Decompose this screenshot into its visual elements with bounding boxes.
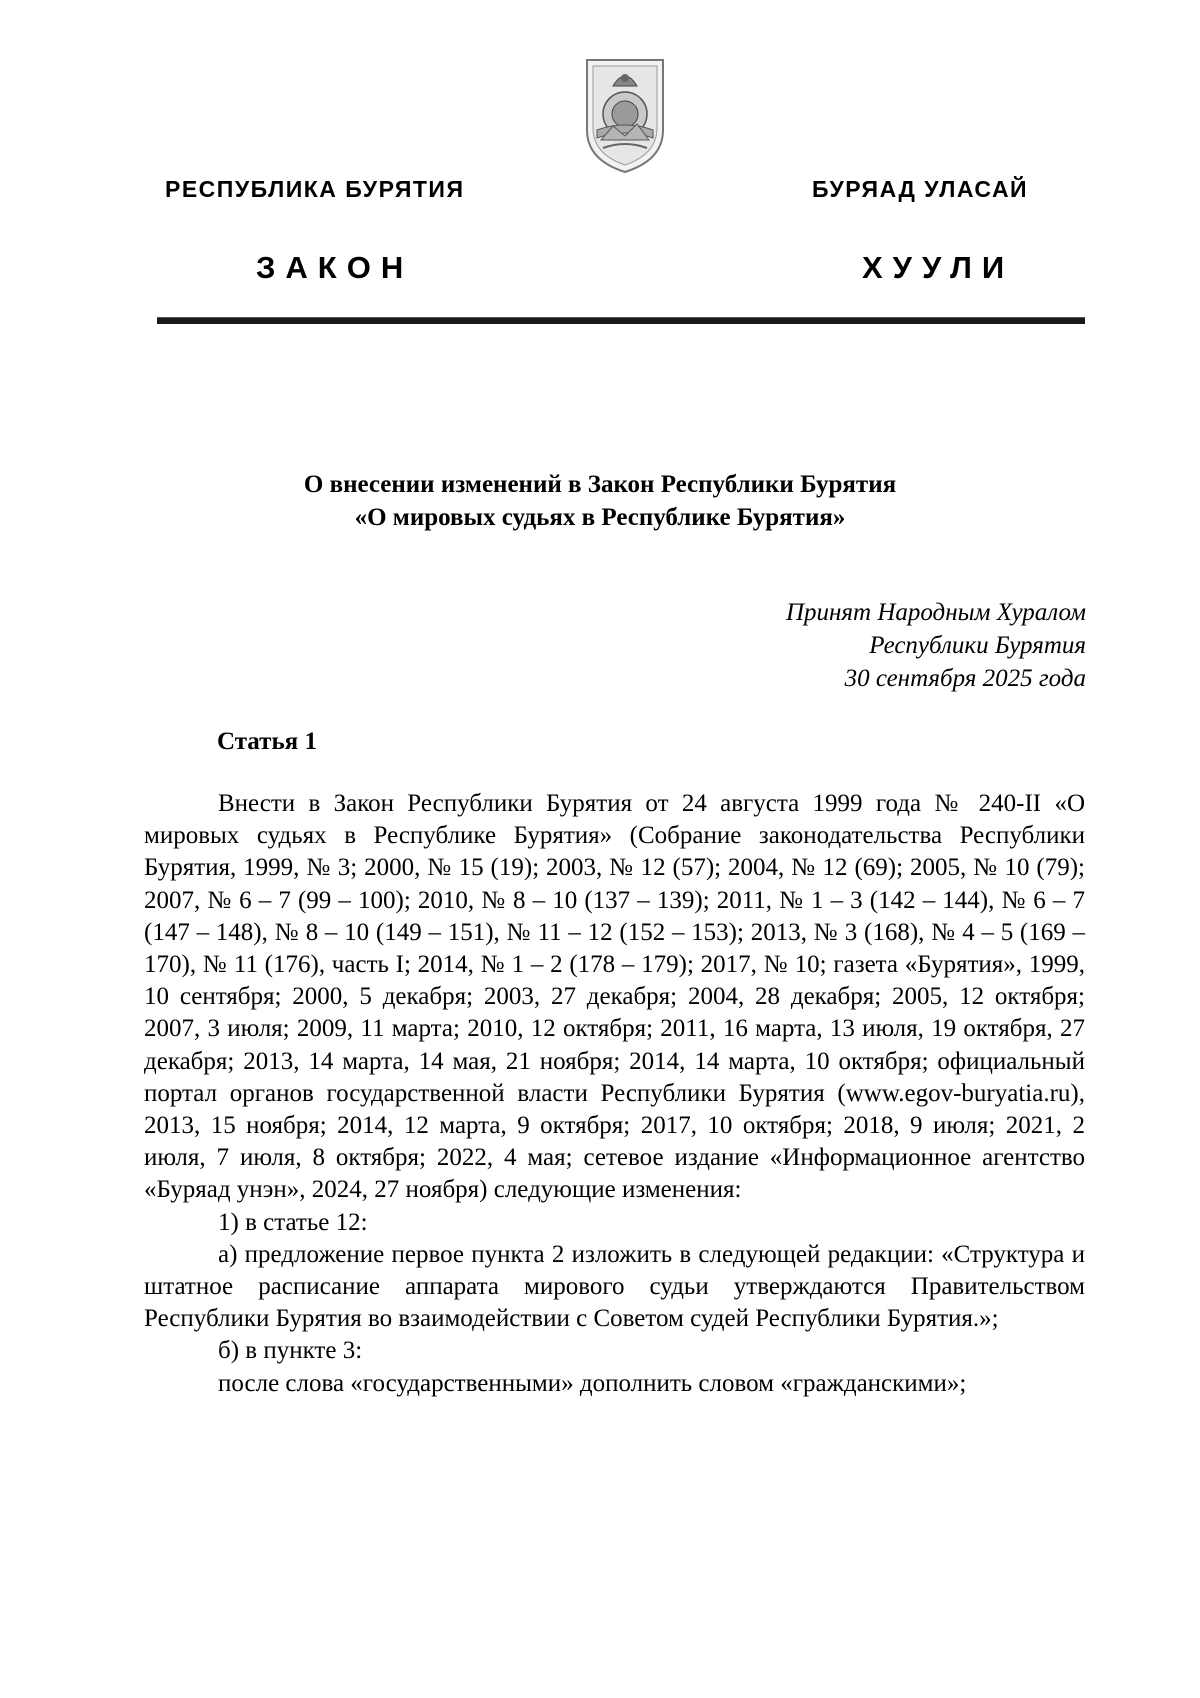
document-title: [150, 468, 1050, 534]
adoption-date: 30 сентября 2025 года: [844, 665, 1086, 692]
coat-of-arms-icon: [583, 56, 667, 176]
list-item: б) в пункте 3:: [218, 1337, 363, 1365]
list-item: а) предложение первое пункта 2 изложить в следующей редакции: «Структура и штатное расписание аппарата мирового судьи утверждаются Правительством Республики Бурятия во взаимодействии с Советом судей Республики Бурятия.»;: [144, 1240, 1085, 1333]
article-heading: Статья 1: [217, 728, 317, 755]
adoption-line-1: Принят Народным Хуралом: [785, 599, 1086, 626]
header-divider: [157, 317, 1085, 324]
list-item: после слова «государственными» дополнить словом «гражданскими»;: [218, 1369, 967, 1397]
article-body: [144, 788, 1085, 1400]
header-republic-russian: РЕСПУБЛИКА БУРЯТИЯ: [165, 176, 465, 202]
article-intro-paragraph: Внести в Закон Республики Бурятия от 24 августа 1999 года № 240-II «О мировых судьях в Республике Бурятия» (Собрание законодательства Республики Бурятия, 1999, № 3; 2000, № 15 (19); 2003, № 12 (57); 2004, № 12 (69); 2005, № 10 (79); 2007, № 6 – 7 (99 – 100); 2010, № 8 – 10 (137 – 139); 2011, № 1 – 3 (142 – 144), № 6 – 7 (147 – 148), № 8 – 10 (149 – 151), № 11 – 12 (152 – 153); 2013, № 3 (168), № 4 – 5 (169 – 170), № 11 (176), часть I; 2014, № 1 – 2 (178 – 179); 2017, № 10; газета «Бурятия», 1999, 10 сентября; 2000, 5 декабря; 2003, 27 декабря; 2004, 28 декабря; 2005, 12 октября; 2007, 3 июля; 2009, 11 марта; 2010, 12 октября; 2011, 16 марта, 13 июля, 19 октября, 27 декабря; 2013, 14 марта, 14 мая, 21 ноября; 2014, 14 марта, 10 октября; официальный портал органов государственной власти Республики Бурятия (www.egov-buryatia.ru), 2013, 15 ноября; 2014, 12 марта, 9 октября; 2017, 10 октября; 2018, 9 июля; 2021, 2 июля, 7 июля, 8 октября; 2022, 4 мая; сетевое издание «Информационное агентство «Буряад унэн», 2024, 27 ноября) следующие изменения:: [144, 790, 1085, 1204]
title-line-2: «О мировых судьях в Республике Бурятия»: [354, 504, 846, 531]
list-item: 1) в статье 12:: [218, 1208, 368, 1236]
header-law-buryat: ХУУЛИ: [862, 250, 1015, 285]
adoption-line-2: Республики Бурятия: [869, 632, 1086, 659]
header-republic-buryat: БУРЯАД УЛАСАЙ: [812, 176, 1029, 202]
header-law-russian: ЗАКОН: [256, 250, 414, 285]
adoption-note: [786, 596, 1086, 695]
title-line-1: О внесении изменений в Закон Республики Бурятия: [303, 471, 897, 498]
